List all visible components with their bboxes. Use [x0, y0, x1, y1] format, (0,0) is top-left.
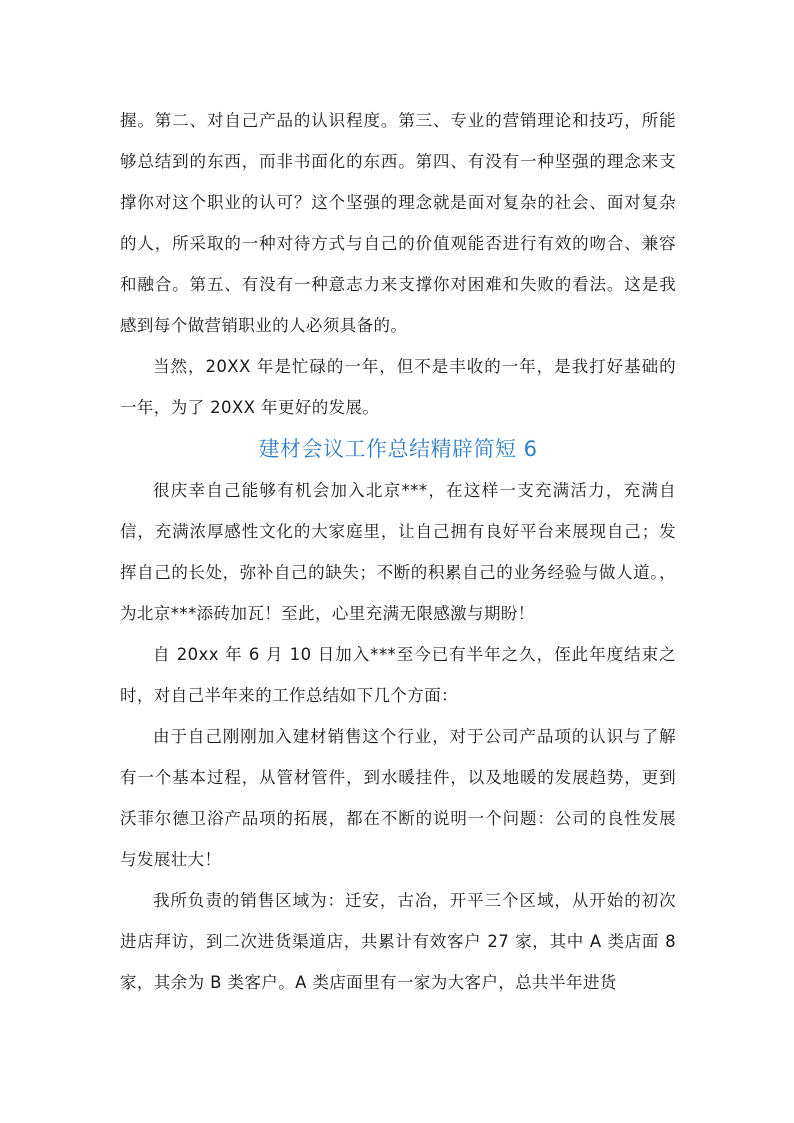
body-paragraph: 我所负责的销售区域为：迁安，古冶，开平三个区域，从开始的初次进店拜访，到二次进货渠道店，共累计有效客户 27 家，其中 A 类店面 8 家，其余为 B 类客户。A 类店面里有一家为大客户，总共半年进货 [120, 891, 676, 992]
body-paragraph: 由于自己刚刚加入建材销售这个行业，对于公司产品项的认识与了解有一个基本过程，从管材管件，到水暖挂件，以及地暖的发展趋势，更到沃菲尔德卫浴产品项的拓展，都在不断的说明一个问题：公司的良性发展与发展壮大！ [120, 727, 676, 869]
body-paragraph: 很庆幸自己能够有机会加入北京***，在这样一支充满活力，充满自信，充满浓厚感性文化的大家庭里，让自己拥有良好平台来展现自己；发挥自己的长处，弥补自己的缺失；不断的积累自己的业务经验与做人道。，为北京***添砖加瓦！至此，心里充满无限感激与期盼！ [120, 481, 676, 623]
body-paragraph: 当然，20XX 年是忙碌的一年，但不是丰收的一年，是我打好基础的一年，为了 20XX 年更好的发展。 [120, 357, 676, 417]
body-paragraph: 自 20xx 年 6 月 10 日加入***至今已有半年之久，侄此年度结束之时，对自己半年来的工作总结如下几个方面： [120, 645, 676, 705]
section-title: 建材会议工作总结精辟简短 6 [258, 437, 538, 461]
body-paragraph: 握。第二、对自己产品的认识程度。第三、专业的营销理论和技巧，所能够总结到的东西，而非书面化的东西。第四、有没有一种坚强的理念来支撑你对这个职业的认可？这个坚强的理念就是面对复杂的社会、面对复杂的人，所采取的一种对待方式与自己的价值观能否进行有效的吻合、兼容和融合。第五、有没有一种意志力来支撑你对困难和失败的看法。这是我感到每个做营销职业的人必须具备的。 [120, 111, 676, 335]
document-page [120, 100, 676, 1003]
